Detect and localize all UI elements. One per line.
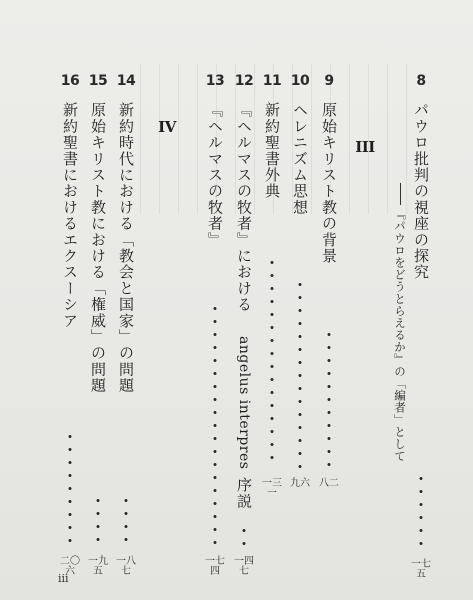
entry-number: 9 [324,73,334,89]
entry-number: 11 [262,73,282,89]
toc-entry-15[interactable] [85,72,111,577]
entry-title: パウロ批判の視座の探究 [412,102,430,281]
em-dash [400,183,401,205]
entry-subtitle: 『パウロをどうとらえるか』の「編者」として [393,208,407,463]
part-heading-iv: IV [158,118,176,136]
entry-title: 原始キリスト教の背景 [320,102,338,264]
page-number: 一七五 [411,559,431,580]
leader-dots [124,494,128,550]
toc-entry-10[interactable] [287,72,313,489]
page-number: 八二 [319,478,339,489]
leader-dots [327,328,331,468]
page-number: 一七四 [205,556,225,577]
entry-title: 原始キリスト教における「権威」の問題 [89,102,107,394]
toc-entry-13[interactable] [202,72,228,577]
page-number: 一八七 [116,556,136,577]
entry-title: ヘレニズム思想 [291,102,309,216]
page-number: 二〇六 [60,556,80,577]
leader-dots [242,524,246,550]
toc-entry-12[interactable] [231,72,257,577]
entry-title-part-a: 『ヘルマスの牧者』における [235,102,253,313]
leader-dots [419,472,423,554]
toc-entry-11[interactable] [259,72,285,499]
leader-dots [96,494,100,550]
entry-title-latin: angelus interpres [236,336,252,470]
entry-number: 12 [234,73,254,89]
entry-title: 新約時代における「教会と国家」の問題 [117,102,135,394]
toc-entry-9[interactable] [316,72,342,489]
toc-entry-14[interactable] [113,72,139,577]
leader-dots [298,278,302,468]
leader-dots [68,430,72,550]
page-folio: iii [58,572,69,585]
toc-entry-8[interactable] [408,72,434,281]
entry-number: 14 [116,73,136,89]
leader-dots [213,302,217,550]
toc-entry-16[interactable] [57,72,83,577]
page-number: 九六 [290,478,310,489]
entry-number: 8 [416,73,426,89]
entry-title: 『ヘルマスの牧者』 [206,102,224,248]
entry-number: 15 [88,73,108,89]
page-number: 一四七 [234,556,254,577]
entry-number: 13 [205,73,225,89]
part-heading-iii: III [355,138,375,156]
entry-number: 10 [290,73,310,89]
page-number: 一九五 [88,556,108,577]
page-number: 一三一 [262,478,282,499]
entry-title: 新約聖書におけるエクスーシア [61,102,79,329]
entry-number: 16 [60,73,80,89]
entry-title: 新約聖書外典 [263,102,281,200]
entry-title-part-b: 序説 [235,477,253,510]
leader-dots [270,256,274,468]
